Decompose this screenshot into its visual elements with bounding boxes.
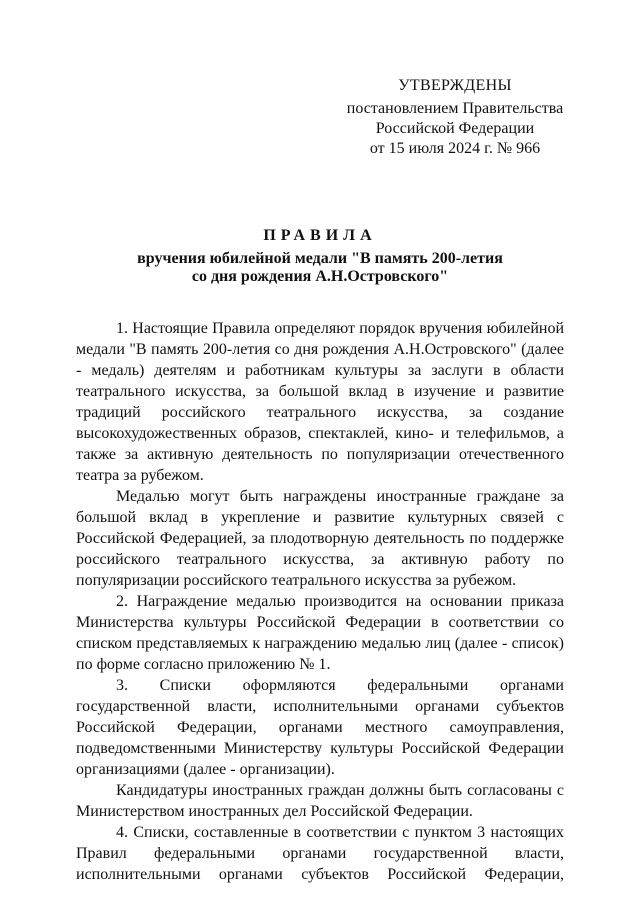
subtitle-line: со дня рождения А.Н.Островского" <box>191 268 449 285</box>
approval-line: Российской Федерации <box>375 120 535 137</box>
paragraph: 2. Награждение медалью производится на основании приказа Министерства культуры Российской Федерации в соответствии со списком представляемых к награждению медалью лиц (далее - список) по форме согласно приложению № 1. <box>76 593 564 673</box>
paragraph: Кандидатуры иностранных граждан должны быть согласованы с Министерством иностранных дел Российской Федерации. <box>76 782 564 820</box>
document-body <box>76 318 564 885</box>
approval-heading: УТВЕРЖДЕНЫ <box>398 77 512 94</box>
approval-date: от 15 июля 2024 г. № 966 <box>369 140 541 157</box>
subtitle-line: вручения юбилейной медали "В память 200-летия <box>137 250 503 267</box>
approval-stamp <box>330 76 580 159</box>
paragraph: 1. Настоящие Правила определяют порядок вручения юбилейной медали "В память 200-летия со дня рождения А.Н.Островского" (далее - медаль) деятелям и работникам культуры за заслуги в области театрального искусства, за большой вклад в изучение и развитие традиций российского театрального искусства, за создание высокохудожественных образов, спектаклей, кино- и телефильмов, а также за активную деятельность по популяризации отечественного театра за рубежом. <box>76 320 564 484</box>
document-title: ПРАВИЛА <box>263 227 377 244</box>
approval-line: постановлением Правительства <box>346 100 564 117</box>
document-subtitle <box>80 250 560 286</box>
paragraph: 4. Списки, составленные в соответствии с пунктом 3 настоящих Правил федеральными органами государственной власти, исполнительными органами субъектов Российской Федерации, <box>76 824 564 883</box>
paragraph: 3. Списки оформляются федеральными органами государственной власти, исполнительными органами субъектов Российской Федерации, органами местного самоуправления, подведомственными Министерству культуры Российской Федерации организациями (далее - организации). <box>76 677 564 778</box>
paragraph: Медалью могут быть награждены иностранные граждане за большой вклад в укрепление и развитие культурных связей с Российской Федерацией, за плодотворную деятельность по поддержке российского театрального искусства, за активную работу по популяризации российского театрального искусства за рубежом. <box>76 488 564 589</box>
